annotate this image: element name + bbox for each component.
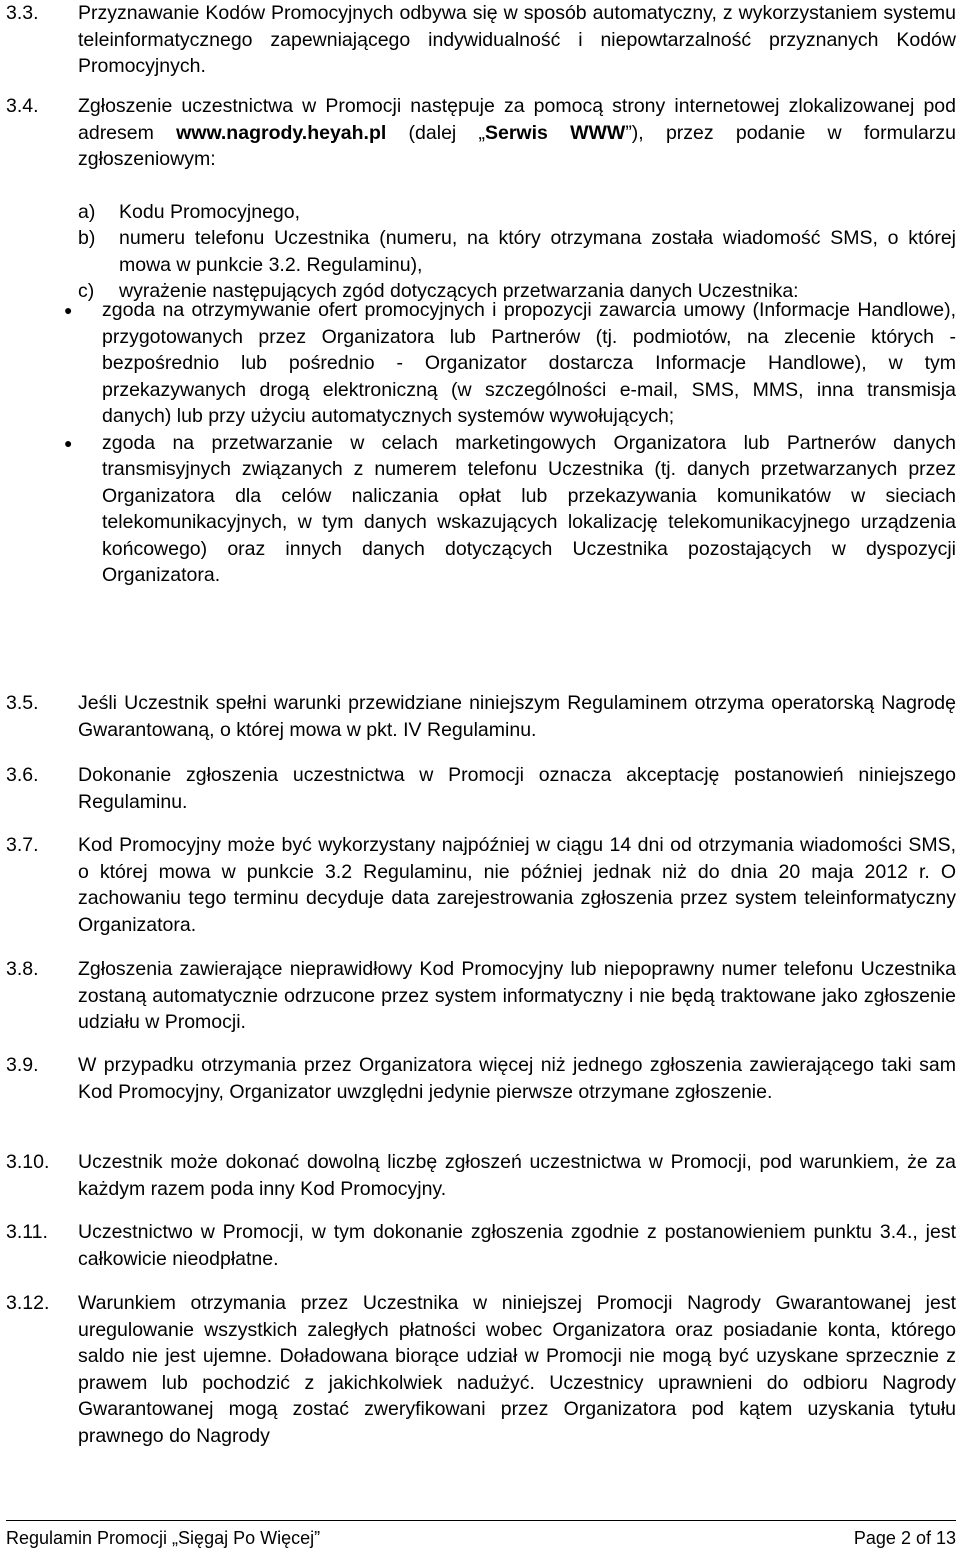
bullet-icon: ● <box>64 302 73 318</box>
section-text: Warunkiem otrzymania przez Uczestnika w niniejszej Promocji Nagrody Gwarantowanej jest uregulowanie wszystkich zaległych płatności wobec Organizatora oraz posiadanie konta, którego saldo nie jest ujemne. Doładowana biorące udział w Promocji nie mogą być uzyskane sprzecznie z prawem lub pochodzić z jakichkolwiek nadużyć. Uczestnicy uprawnieni do odbioru Nagrody Gwarantowanej mogą zostać zweryfikowani przez Organizatora pod kątem uzyskania tytułu prawnego do Nagrody <box>78 1292 956 1447</box>
section-text: Zgłoszenia zawierające nieprawidłowy Kod Promocyjny lub niepoprawny numer telefonu Uczestnika zostaną automatycznie odrzucone przez system informatyczny i nie będą traktowane jako zgłoszenie udziału w Promocji. <box>78 958 956 1033</box>
section-number: 3.5. <box>6 692 39 714</box>
section-3-8 <box>6 956 956 1036</box>
list-item: b) numeru telefonu Uczestnika (numeru, na który otrzymana została wiadomość SMS, o której mowa w punkcie 3.2. Regulaminu), <box>78 227 956 276</box>
section-3-12 <box>6 1290 956 1449</box>
section-text: Przyznawanie Kodów Promocyjnych odbywa się w sposób automatyczny, z wykorzystaniem systemu teleinformatycznego zapewniającego indywidualność i niepowtarzalność przyznanych Kodów Promocyjnych. <box>78 2 956 77</box>
section-number: 3.4. <box>6 95 39 117</box>
section-text: W przypadku otrzymania przez Organizatora więcej niż jednego zgłoszenia zawierającego taki sam Kod Promocyjny, Organizator uwzględni jedynie pierwsze otrzymane zgłoszenie. <box>78 1054 956 1103</box>
bullet-item: ● zgoda na przetwarzanie w celach marketingowych Organizatora lub Partnerów danych transmisyjnych związanych z numerem telefonu Uczestnika (tj. danych przetwarzanych przez Organizatora dla celów naliczania opłat lub przekazywania komunikatów w sieciach telekomunikacyjnych, w tym danych wskazujących lokalizację telekomunikacyjnego urządzenia końcowego) oraz innych danych dotyczących Uczestnika pozostających w dyspozycji Organizatora. <box>64 431 956 586</box>
section-number: 3.8. <box>6 958 39 980</box>
bullet-list <box>6 297 956 589</box>
section-text: Kod Promocyjny może być wykorzystany najpóźniej w ciągu 14 dni od otrzymania wiadomości SMS, o której mowa w punkcie 3.2 Regulaminu, nie później jednak niż do dnia 20 maja 2012 r. O zachowaniu tego terminu decyduje data zarejestrowania zgłoszenia przez system teleinformatyczny Organizatora. <box>78 834 956 936</box>
section-3-3 <box>6 0 956 80</box>
section-number: 3.11. <box>6 1221 48 1243</box>
section-text: Uczestnictwo w Promocji, w tym dokonanie zgłoszenia zgodnie z postanowieniem punktu 3.4., jest całkowicie nieodpłatne. <box>78 1221 956 1270</box>
section-3-7 <box>6 832 956 938</box>
section-3-11 <box>6 1219 956 1272</box>
section-number: 3.9. <box>6 1054 39 1076</box>
section-number: 3.3. <box>6 2 39 24</box>
website-link[interactable]: www.nagrody.heyah.pl <box>176 121 387 144</box>
section-number: 3.10. <box>6 1151 50 1173</box>
section-text: Dokonanie zgłoszenia uczestnictwa w Promocji oznacza akceptację postanowień niniejszego Regulaminu. <box>78 764 956 813</box>
list-item: c) wyrażenie następujących zgód dotyczących przetwarzania danych Uczestnika: <box>78 280 799 302</box>
section-3-4 <box>6 93 956 305</box>
page-footer <box>6 1520 956 1552</box>
sub-list <box>78 199 956 305</box>
section-text: Zgłoszenie uczestnictwa w Promocji następuje za pomocą strony internetowej zlokalizowanej pod adresem www.nagrody.heyah.pl (dalej „Serwis WWW”), przez podanie w formularzu zgłoszeniowym: <box>78 95 956 170</box>
defined-term: Serwis WWW <box>484 121 626 144</box>
footer-document-title: Regulamin Promocji „Sięgaj Po Więcej” <box>6 1528 321 1548</box>
section-text: Jeśli Uczestnik spełni warunki przewidziane niniejszym Regulaminem otrzyma operatorską Nagrodę Gwarantowaną, o której mowa w pkt. IV Regulaminu. <box>78 692 956 741</box>
section-number: 3.12. <box>6 1292 50 1314</box>
section-3-6 <box>6 762 956 815</box>
footer-page-number: Page 2 of 13 <box>853 1528 956 1548</box>
bullet-icon: ● <box>64 434 73 451</box>
section-text: Uczestnik może dokonać dowolną liczbę zgłoszeń uczestnictwa w Promocji, pod warunkiem, że za każdym razem poda inny Kod Promocyjny. <box>78 1151 956 1200</box>
section-3-9 <box>6 1052 956 1105</box>
section-number: 3.6. <box>6 764 39 786</box>
section-3-10 <box>6 1149 956 1202</box>
section-3-5 <box>6 690 956 743</box>
list-item: a) Kodu Promocyjnego, <box>78 200 301 223</box>
section-number: 3.7. <box>6 834 39 856</box>
bullet-item: ● zgoda na otrzymywanie ofert promocyjnych i propozycji zawarcia umowy (Informacje Handlowe), przygotowanych przez Organizatora lub Partnerów (tj. podmiotów, na zlecenie których - bezpośrednio lub pośrednio - Organizator dostarcza Informacje Handlowe), w tym przekazywanych drogą elektroniczną (w szczególności e-mail, SMS, MMS, inna transmisja danych) lub przy użyciu automatycznych systemów wywołujących; <box>64 299 956 427</box>
